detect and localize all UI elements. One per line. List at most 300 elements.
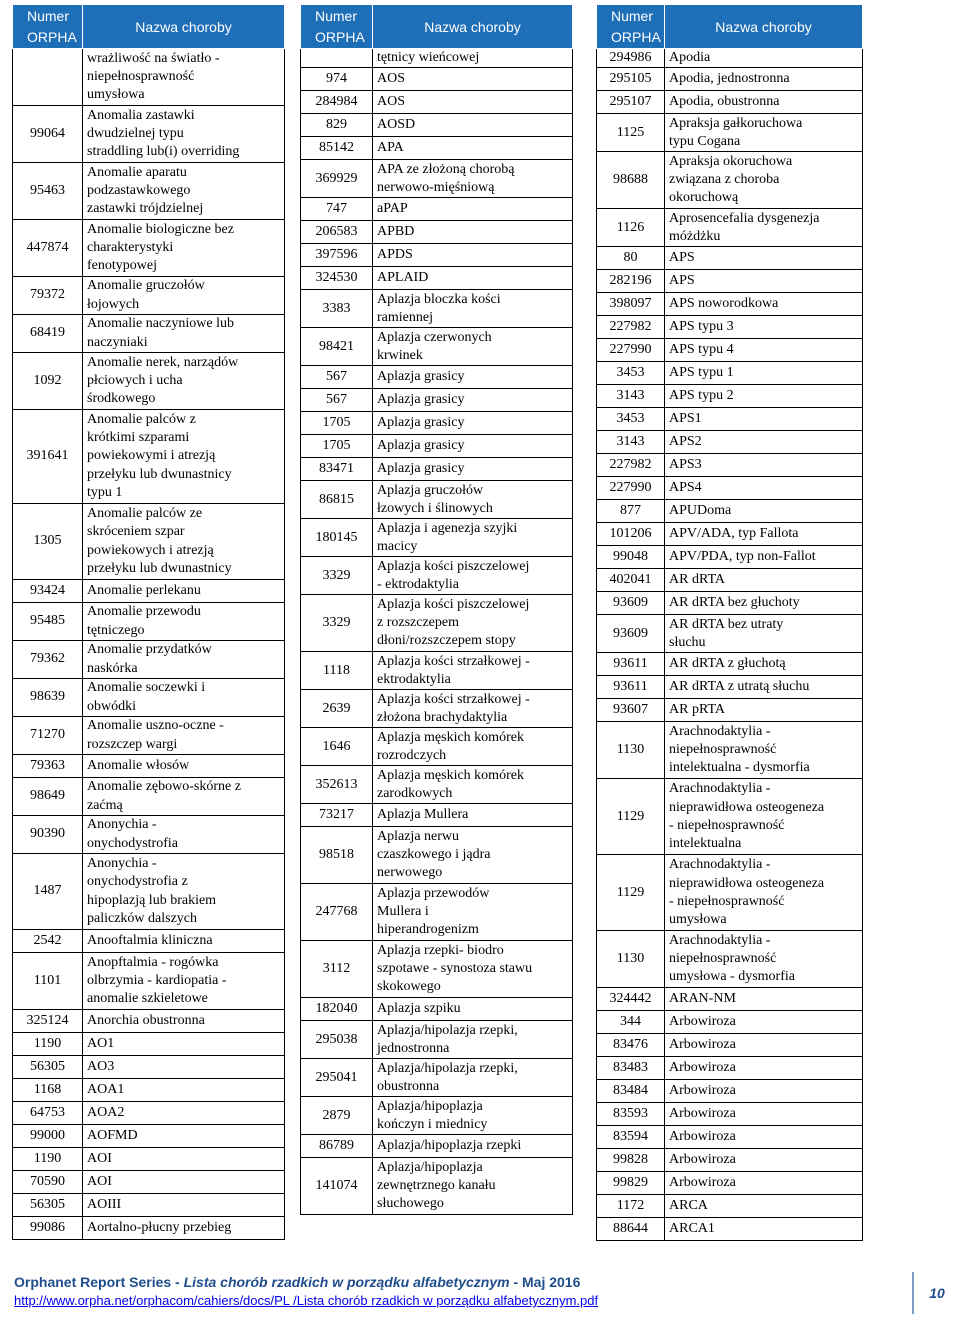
orpha-number: 98421 — [301, 328, 373, 366]
table-row — [597, 1034, 863, 1057]
orpha-number: 64753 — [13, 1102, 83, 1125]
table-row — [301, 652, 573, 690]
disease-name: Arbowiroza — [665, 1080, 863, 1103]
table-row — [13, 163, 285, 220]
table-row — [301, 435, 573, 458]
table-row — [301, 198, 573, 221]
disease-name: ARAN-NM — [665, 988, 863, 1011]
orpha-number: 369929 — [301, 160, 373, 198]
disease-name: Aortalno-płucny przebieg — [83, 1217, 285, 1240]
table-row — [301, 244, 573, 267]
table-row — [597, 931, 863, 988]
table-row — [597, 454, 863, 477]
orpha-number: 83593 — [597, 1103, 665, 1126]
orpha-number: 227982 — [597, 316, 665, 339]
disease-name: AOSD — [373, 114, 573, 137]
disease-name: Arachnodaktylia - niepełnosprawność umysłowa - dysmorfia — [665, 931, 863, 988]
orpha-number: 93611 — [597, 653, 665, 676]
table-row — [597, 1103, 863, 1126]
orpha-number: 344 — [597, 1011, 665, 1034]
orpha-number: 141074 — [301, 1158, 373, 1215]
orpha-number: 3453 — [597, 408, 665, 431]
orpha-number: 93609 — [597, 615, 665, 653]
table-row — [13, 717, 285, 755]
orpha-number: 98518 — [301, 827, 373, 884]
disease-name: APV/ADA, typ Fallota — [665, 523, 863, 546]
table-row — [13, 504, 285, 580]
disease-name: Apraksja gałkoruchowa typu Cogana — [665, 114, 863, 152]
orpha-number: 1705 — [301, 412, 373, 435]
table-row — [301, 49, 573, 68]
orpha-number: 1092 — [13, 353, 83, 410]
orpha-number: 402041 — [597, 569, 665, 592]
header-disease-name: Nazwa choroby — [373, 5, 573, 49]
table-row — [301, 557, 573, 595]
table-row — [13, 603, 285, 641]
table-row — [597, 339, 863, 362]
table-row — [301, 160, 573, 198]
table-row — [597, 546, 863, 569]
disease-name: Aplazja Mullera — [373, 804, 573, 827]
orpha-number: 79362 — [13, 641, 83, 679]
header-orpha-number-label: Numer ORPHA — [611, 7, 661, 45]
disease-name: Anopftalmia - rogówka olbrzymia - kardiopatia - anomalie szkieletowe — [83, 953, 285, 1010]
table-row — [301, 728, 573, 766]
orpha-number: 56305 — [13, 1194, 83, 1217]
disease-name: Aplazja/hipolazja rzepki, jednostronna — [373, 1021, 573, 1059]
orpha-number: 93611 — [597, 676, 665, 699]
disease-name: aPAP — [373, 198, 573, 221]
orpha-number: 3453 — [597, 362, 665, 385]
page-number: 10 — [912, 1272, 960, 1314]
disease-name: AR pRTA — [665, 699, 863, 722]
orpha-number: 206583 — [301, 221, 373, 244]
disease-name: Aplazja grasicy — [373, 389, 573, 412]
disease-name: Aplazja bloczka kości ramiennej — [373, 290, 573, 328]
disease-name: Aplazja kości strzałkowej - ektrodaktylia — [373, 652, 573, 690]
header-orpha-number-label: Numer ORPHA — [27, 7, 77, 45]
table-row — [301, 1059, 573, 1097]
orpha-number: 1126 — [597, 209, 665, 247]
table-row — [301, 221, 573, 244]
disease-table — [596, 4, 863, 1241]
orpha-number: 85142 — [301, 137, 373, 160]
table-row — [13, 1010, 285, 1033]
table-row — [13, 778, 285, 816]
orpha-number: 567 — [301, 389, 373, 412]
table-row — [597, 523, 863, 546]
disease-name: Anomalie włosów — [83, 755, 285, 778]
orpha-number: 324530 — [301, 267, 373, 290]
disease-name: APS typu 4 — [665, 339, 863, 362]
orpha-number: 2879 — [301, 1097, 373, 1135]
orpha-number: 1130 — [597, 722, 665, 779]
table-row — [301, 1097, 573, 1135]
table-row — [13, 106, 285, 163]
disease-name: APS — [665, 270, 863, 293]
orpha-number: 1487 — [13, 854, 83, 930]
orpha-number: 88644 — [597, 1218, 665, 1241]
disease-name: AR dRTA bez głuchoty — [665, 592, 863, 615]
header-disease-name: Nazwa choroby — [665, 5, 863, 49]
orpha-number: 398097 — [597, 293, 665, 316]
orpha-number: 877 — [597, 500, 665, 523]
orpha-number: 90390 — [13, 816, 83, 854]
orpha-number: 1125 — [597, 114, 665, 152]
table-row — [301, 91, 573, 114]
table-column-2 — [300, 4, 573, 1215]
disease-name: APS1 — [665, 408, 863, 431]
orpha-number: 391641 — [13, 410, 83, 504]
header-orpha-number — [301, 5, 373, 49]
orpha-number — [13, 49, 83, 106]
table-row — [597, 500, 863, 523]
table-row — [597, 68, 863, 91]
table-row — [13, 1171, 285, 1194]
disease-table — [300, 4, 573, 1215]
table-row — [301, 68, 573, 91]
table-row — [13, 49, 285, 106]
table-row — [597, 722, 863, 779]
orpha-number: 3329 — [301, 557, 373, 595]
disease-name: Aplazja męskich komórek rozrodczych — [373, 728, 573, 766]
header-orpha-number — [597, 5, 665, 49]
table-row — [301, 884, 573, 941]
disease-name: Aplazja przewodów Mullera i hiperandrogenizm — [373, 884, 573, 941]
orpha-number: 95485 — [13, 603, 83, 641]
table-row — [301, 458, 573, 481]
disease-name: Aplazja czerwonych krwinek — [373, 328, 573, 366]
disease-name: AOFMD — [83, 1125, 285, 1148]
footer-title-line — [14, 1273, 894, 1292]
orpha-number: 2542 — [13, 930, 83, 953]
table-row — [13, 277, 285, 315]
table-row — [597, 385, 863, 408]
table-row — [13, 1033, 285, 1056]
orpha-number: 98688 — [597, 152, 665, 209]
table-column-1 — [12, 4, 285, 1240]
disease-table — [12, 4, 285, 1240]
table-row — [597, 1057, 863, 1080]
disease-name: Anomalie gruczołów łojowych — [83, 277, 285, 315]
disease-name: APS noworodkowa — [665, 293, 863, 316]
orpha-number: 295107 — [597, 91, 665, 114]
disease-name: Arbowiroza — [665, 1149, 863, 1172]
table-row — [597, 408, 863, 431]
orpha-number: 73217 — [301, 804, 373, 827]
table-row — [13, 1102, 285, 1125]
orpha-number: 2639 — [301, 690, 373, 728]
disease-name: Apodia, obustronna — [665, 91, 863, 114]
table-row — [597, 676, 863, 699]
disease-name: Arachnodaktylia - niepełnosprawność intelektualna - dysmorfia — [665, 722, 863, 779]
header-disease-name: Nazwa choroby — [83, 5, 285, 49]
disease-name: AOS — [373, 68, 573, 91]
disease-name: Arbowiroza — [665, 1172, 863, 1195]
disease-name: Apodia, jednostronna — [665, 68, 863, 91]
disease-name: Anomalie zębowo-skórne z zaćmą — [83, 778, 285, 816]
disease-name: Aplazja nerwu czaszkowego i jądra nerwowego — [373, 827, 573, 884]
disease-name: AR dRTA — [665, 569, 863, 592]
table-row — [597, 1080, 863, 1103]
orpha-number: 71270 — [13, 717, 83, 755]
disease-name: Anomalie soczewki i obwódki — [83, 679, 285, 717]
orpha-number: 227990 — [597, 477, 665, 500]
table-header-row — [301, 5, 573, 49]
disease-name: Arbowiroza — [665, 1057, 863, 1080]
table-row — [13, 1194, 285, 1217]
disease-name: Anomalie palców ze skróceniem szpar powiekowych i atrezją przełyku lub dwunastnicy — [83, 504, 285, 580]
disease-name: Anomalie uszno-oczne - rozszczep wargi — [83, 717, 285, 755]
table-row — [597, 615, 863, 653]
table-row — [597, 1195, 863, 1218]
disease-name: Anorchia obustronna — [83, 1010, 285, 1033]
disease-name: APDS — [373, 244, 573, 267]
disease-name: AOA1 — [83, 1079, 285, 1102]
orpha-number: 295105 — [597, 68, 665, 91]
orpha-number: 282196 — [597, 270, 665, 293]
orpha-number: 95463 — [13, 163, 83, 220]
disease-name: Anomalie perlekanu — [83, 580, 285, 603]
table-row — [301, 366, 573, 389]
disease-name: Anomalie aparatu podzastawkowego zastawki trójdzielnej — [83, 163, 285, 220]
disease-name: AOS — [373, 91, 573, 114]
orpha-number: 397596 — [301, 244, 373, 267]
orpha-number: 83484 — [597, 1080, 665, 1103]
orpha-number: 227982 — [597, 454, 665, 477]
orpha-number: 1168 — [13, 1079, 83, 1102]
disease-name: Aprosencefalia dysgenezja móżdżku — [665, 209, 863, 247]
table-row — [597, 699, 863, 722]
disease-name: Anomalia zastawki dwudzielnej typu straddling lub(i) overriding — [83, 106, 285, 163]
orpha-number: 99086 — [13, 1217, 83, 1240]
disease-name: Arbowiroza — [665, 1103, 863, 1126]
disease-name: APBD — [373, 221, 573, 244]
orpha-number: 324442 — [597, 988, 665, 1011]
disease-name: AOIII — [83, 1194, 285, 1217]
table-row — [13, 755, 285, 778]
orpha-number: 101206 — [597, 523, 665, 546]
table-row — [13, 679, 285, 717]
disease-name: Aplazja męskich komórek zarodkowych — [373, 766, 573, 804]
table-row — [13, 1056, 285, 1079]
table-header-row — [13, 5, 285, 49]
table-row — [301, 941, 573, 998]
orpha-number: 99048 — [597, 546, 665, 569]
orpha-number: 182040 — [301, 998, 373, 1021]
disease-name: APS3 — [665, 454, 863, 477]
disease-name: Anonychia - onychodystrofia z hipoplazją lub brakiem paliczków dalszych — [83, 854, 285, 930]
disease-name: Arbowiroza — [665, 1011, 863, 1034]
table-row — [301, 328, 573, 366]
table-row — [13, 220, 285, 277]
disease-name: Aplazja i agenezja szyjki macicy — [373, 519, 573, 557]
disease-name: AR dRTA z głuchotą — [665, 653, 863, 676]
table-row — [597, 592, 863, 615]
table-row — [301, 519, 573, 557]
orpha-number: 829 — [301, 114, 373, 137]
disease-name: APUDoma — [665, 500, 863, 523]
table-row — [597, 362, 863, 385]
orpha-number: 70590 — [13, 1171, 83, 1194]
orpha-number: 99000 — [13, 1125, 83, 1148]
orpha-number: 180145 — [301, 519, 373, 557]
table-row — [597, 293, 863, 316]
orpha-number: 1190 — [13, 1148, 83, 1171]
orpha-number: 1190 — [13, 1033, 83, 1056]
orpha-number: 68419 — [13, 315, 83, 353]
disease-name: Aplazja grasicy — [373, 458, 573, 481]
table-row — [13, 930, 285, 953]
orpha-number: 93424 — [13, 580, 83, 603]
table-row — [597, 316, 863, 339]
table-row — [597, 988, 863, 1011]
disease-name: Arachnodaktylia - nieprawidłowa osteogeneza - niepełnosprawność intelektualna — [665, 779, 863, 855]
orpha-number: 98649 — [13, 778, 83, 816]
table-row — [301, 137, 573, 160]
table-row — [13, 953, 285, 1010]
orpha-number: 294986 — [597, 49, 665, 68]
disease-name: ARCA1 — [665, 1218, 863, 1241]
orpha-number: 567 — [301, 366, 373, 389]
table-row — [597, 49, 863, 68]
table-row — [597, 91, 863, 114]
table-row — [597, 653, 863, 676]
table-row — [597, 247, 863, 270]
table-row — [13, 816, 285, 854]
table-row — [301, 827, 573, 884]
table-row — [301, 481, 573, 519]
header-orpha-number — [13, 5, 83, 49]
orpha-number: 83483 — [597, 1057, 665, 1080]
disease-name: Aplazja/hipolazja rzepki, obustronna — [373, 1059, 573, 1097]
disease-name: APS4 — [665, 477, 863, 500]
disease-name: APS typu 3 — [665, 316, 863, 339]
orpha-number: 1118 — [301, 652, 373, 690]
disease-name: Aplazja/hipoplazja rzepki — [373, 1135, 573, 1158]
table-row — [13, 353, 285, 410]
table-row — [301, 1158, 573, 1215]
orpha-number: 3143 — [597, 431, 665, 454]
table-row — [597, 209, 863, 247]
disease-name: APS2 — [665, 431, 863, 454]
disease-name: AO3 — [83, 1056, 285, 1079]
table-column-3 — [596, 4, 863, 1241]
orpha-number: 3383 — [301, 290, 373, 328]
orpha-number: 56305 — [13, 1056, 83, 1079]
table-row — [13, 1148, 285, 1171]
disease-name: wrażliwość na światło - niepełnosprawność umysłowa — [83, 49, 285, 106]
disease-name: Arachnodaktylia - nieprawidłowa osteogeneza - niepełnosprawność umysłowa — [665, 855, 863, 931]
table-row — [301, 114, 573, 137]
disease-name: AOI — [83, 1171, 285, 1194]
disease-name: APS — [665, 247, 863, 270]
disease-name: Arbowiroza — [665, 1126, 863, 1149]
disease-name: Anomalie biologiczne bez charakterystyki fenotypowej — [83, 220, 285, 277]
table-row — [301, 412, 573, 435]
orpha-number: 1101 — [13, 953, 83, 1010]
disease-name: Aplazja kości piszczelowej - ektrodaktylia — [373, 557, 573, 595]
table-row — [301, 1021, 573, 1059]
table-row — [597, 431, 863, 454]
disease-name: Arbowiroza — [665, 1034, 863, 1057]
table-row — [597, 114, 863, 152]
table-row — [13, 580, 285, 603]
page-footer — [14, 1273, 894, 1310]
disease-name: Aplazja kości piszczelowej z rozszczepem dłoni/rozszczepem stopy — [373, 595, 573, 652]
orpha-number: 83471 — [301, 458, 373, 481]
disease-name: Aplazja gruczołów łzowych i ślinowych — [373, 481, 573, 519]
disease-name: tętnicy wieńcowej — [373, 49, 573, 68]
table-row — [301, 290, 573, 328]
disease-name: APLAID — [373, 267, 573, 290]
orpha-number: 79363 — [13, 755, 83, 778]
orpha-number: 79372 — [13, 277, 83, 315]
disease-name: AO1 — [83, 1033, 285, 1056]
disease-name: APA — [373, 137, 573, 160]
table-row — [301, 804, 573, 827]
table-row — [597, 855, 863, 931]
orpha-number: 447874 — [13, 220, 83, 277]
footer-url-link[interactable]: http://www.orpha.net/orphacom/cahiers/docs/PL /Lista chorób rzadkich w porządku alfabetycznym.pdf — [14, 1293, 599, 1308]
table-row — [597, 1126, 863, 1149]
disease-name: Anomalie nerek, narządów płciowych i ucha środkowego — [83, 353, 285, 410]
table-row — [301, 690, 573, 728]
disease-name: Aplazja grasicy — [373, 412, 573, 435]
orpha-number: 974 — [301, 68, 373, 91]
table-row — [301, 389, 573, 412]
orpha-number: 99828 — [597, 1149, 665, 1172]
table-row — [597, 1149, 863, 1172]
table-row — [301, 766, 573, 804]
disease-name: Apraksja okoruchowa związana z choroba okoruchową — [665, 152, 863, 209]
orpha-number: 3329 — [301, 595, 373, 652]
table-row — [597, 779, 863, 855]
orpha-number: 1129 — [597, 855, 665, 931]
disease-name: AR dRTA z utratą słuchu — [665, 676, 863, 699]
table-row — [597, 1172, 863, 1195]
table-header-row — [597, 5, 863, 49]
orpha-number: 295038 — [301, 1021, 373, 1059]
orpha-number: 93609 — [597, 592, 665, 615]
disease-name: APS typu 2 — [665, 385, 863, 408]
orpha-number: 83476 — [597, 1034, 665, 1057]
orpha-number: 3143 — [597, 385, 665, 408]
orpha-number: 93607 — [597, 699, 665, 722]
table-row — [13, 1079, 285, 1102]
orpha-number: 1172 — [597, 1195, 665, 1218]
orpha-number: 227990 — [597, 339, 665, 362]
orpha-number: 325124 — [13, 1010, 83, 1033]
orpha-number: 1646 — [301, 728, 373, 766]
orpha-number: 86815 — [301, 481, 373, 519]
table-row — [13, 854, 285, 930]
table-row — [301, 998, 573, 1021]
orpha-number: 1305 — [13, 504, 83, 580]
orpha-number: 99064 — [13, 106, 83, 163]
table-row — [301, 595, 573, 652]
table-row — [13, 641, 285, 679]
orpha-number — [301, 49, 373, 68]
orpha-number: 80 — [597, 247, 665, 270]
table-row — [597, 477, 863, 500]
footer-series: Orphanet Report Series - — [14, 1274, 184, 1290]
disease-name: Anomalie przewodu tętniczego — [83, 603, 285, 641]
orpha-number: 1129 — [597, 779, 665, 855]
orpha-number: 1130 — [597, 931, 665, 988]
disease-name: Anomalie naczyniowe lub naczyniaki — [83, 315, 285, 353]
disease-name: Apodia — [665, 49, 863, 68]
